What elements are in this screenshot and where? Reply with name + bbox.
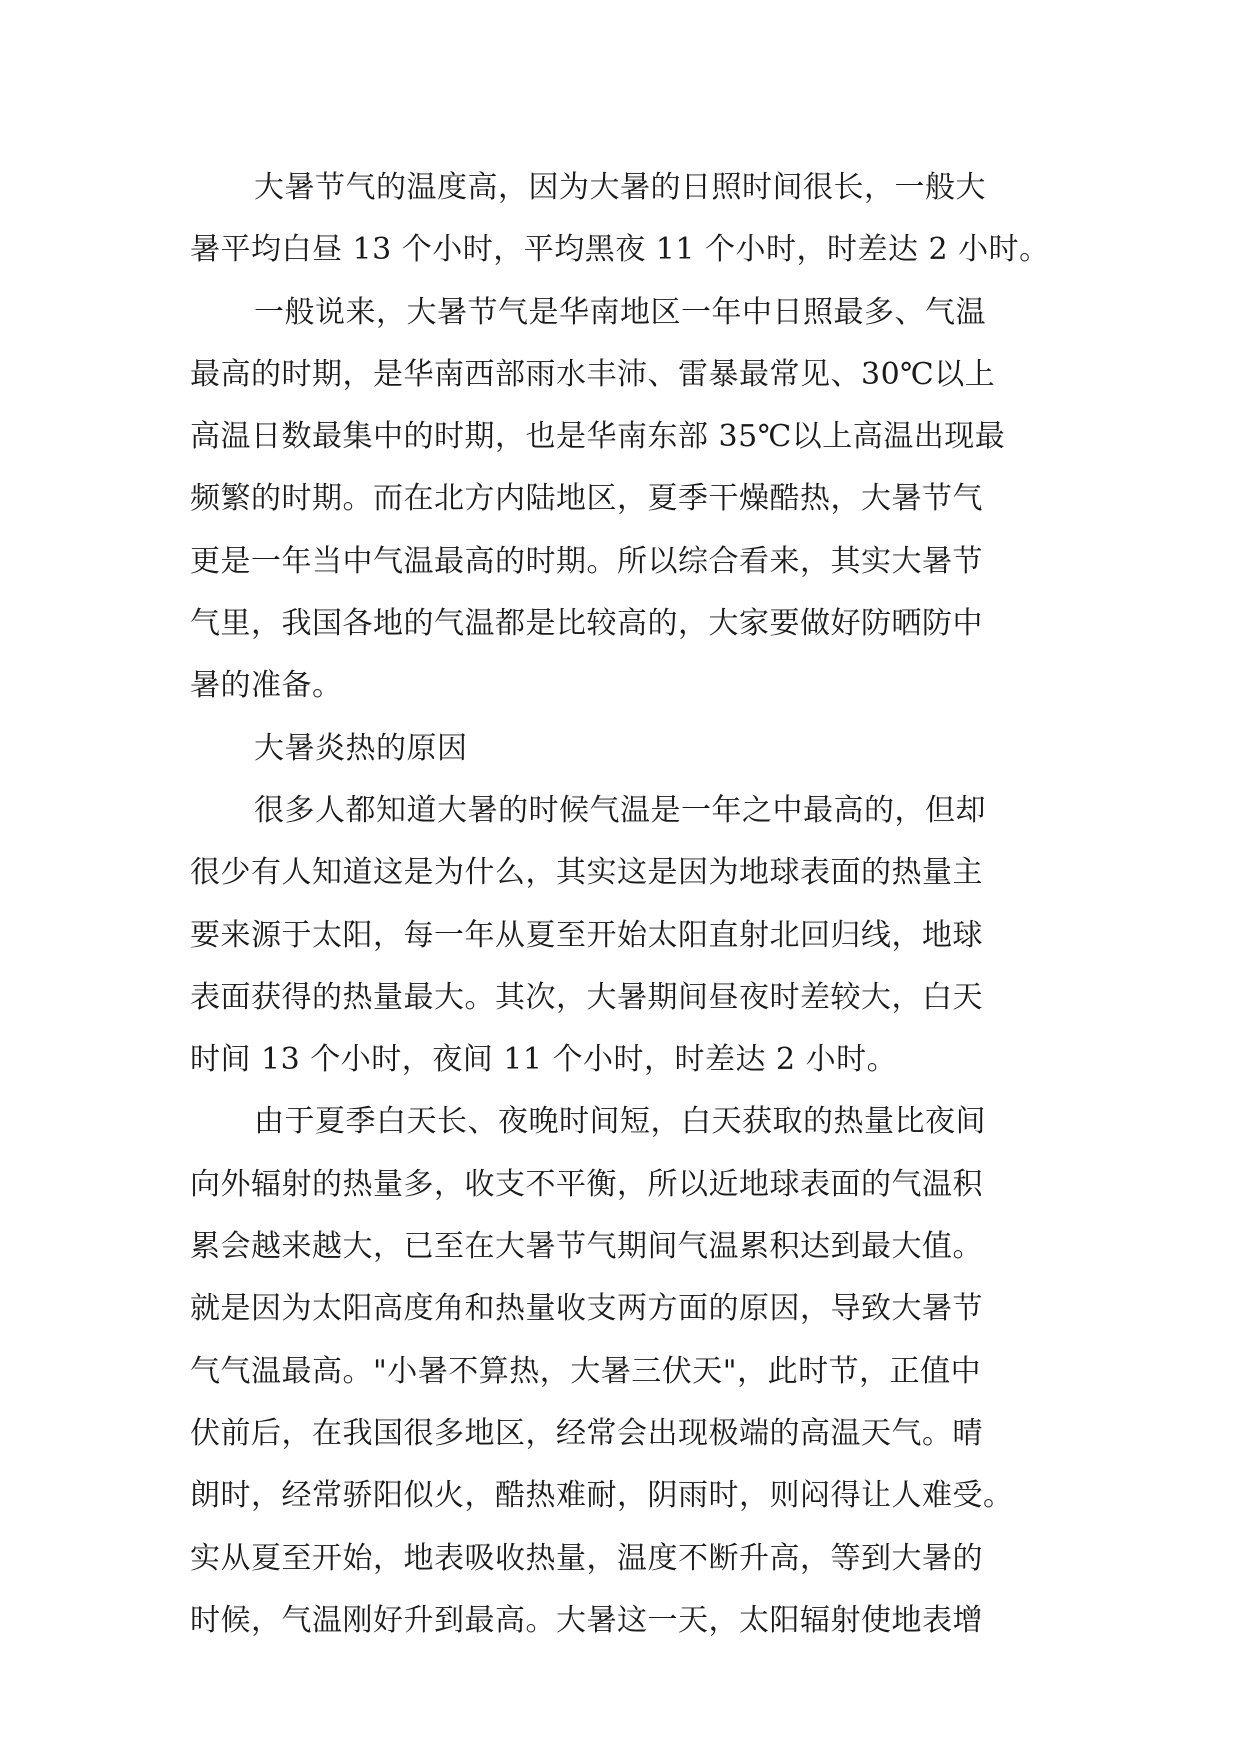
text-line: 就是因为太阳高度角和热量收支两方面的原因，导致大暑节 <box>190 1291 983 1327</box>
text-line: 由于夏季白天长、夜晚时间短，白天获取的热量比夜间 <box>254 1104 986 1140</box>
text-line: 气里，我国各地的气温都是比较高的，大家要做好防晒防中 <box>190 606 983 642</box>
text-line: 高温日数最集中的时期，也是华南东部 35℃以上高温出现最 <box>190 419 1006 455</box>
text-line: 大暑节气的温度高，因为大暑的日照时间很长，一般大 <box>254 170 986 205</box>
text-line: 频繁的时期。而在北方内陆地区，夏季干燥酷热，大暑节气 <box>190 481 983 517</box>
text-line: 暑的准备。 <box>190 668 343 704</box>
text-line: 气气温最高。"小暑不算热，大暑三伏天"，此时节，正值中 <box>190 1353 982 1389</box>
text-line: 大暑炎热的原因 <box>254 730 468 766</box>
text-line: 很少有人知道这是为什么，其实这是因为地球表面的热量主 <box>190 855 983 891</box>
text-line: 伏前后，在我国很多地区，经常会出现极端的高温天气。晴 <box>190 1415 983 1451</box>
text-line: 要来源于太阳，每一年从夏至开始太阳直射北回归线，地球 <box>190 917 983 953</box>
text-line: 向外辐射的热量多，收支不平衡，所以近地球表面的气温积 <box>190 1166 983 1202</box>
text-line: 时候，气温刚好升到最高。大暑这一天，太阳辐射使地表增 <box>190 1602 983 1638</box>
text-line: 实从夏至开始，地表吸收热量，温度不断升高，等到大暑的 <box>190 1540 983 1576</box>
text-line: 朗时，经常骄阳似火，酷热难耐，阴雨时，则闷得让人难受。 <box>190 1478 1014 1514</box>
text-line: 表面获得的热量最大。其次，大暑期间昼夜时差较大，白天 <box>190 979 983 1015</box>
text-line: 一般说来，大暑节气是华南地区一年中日照最多、气温 <box>254 294 986 330</box>
text-line: 很多人都知道大暑的时候气温是一年之中最高的，但却 <box>254 792 986 828</box>
text-line: 时间 13 个小时，夜间 11 个小时，时差达 2 小时。 <box>190 1042 898 1078</box>
text-line: 暑平均白昼 13 个小时，平均黑夜 11 个小时，时差达 2 小时。 <box>190 232 1050 268</box>
text-line: 累会越来越大，已至在大暑节气期间气温累积达到最大值。 <box>190 1229 983 1265</box>
text-line: 更是一年当中气温最高的时期。所以综合看来，其实大暑节 <box>190 543 983 579</box>
text-line: 最高的时期，是华南西部雨水丰沛、雷暴最常见、30℃以上 <box>190 356 996 392</box>
document-body <box>190 157 1070 1652</box>
